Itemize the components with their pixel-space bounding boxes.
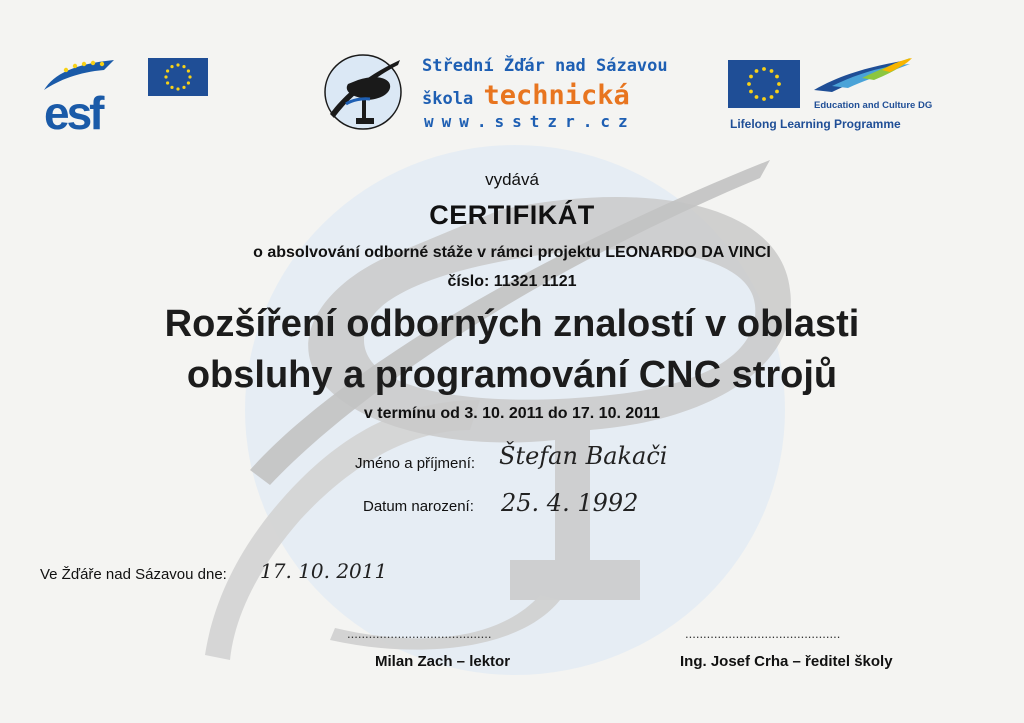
certificate-number: číslo: 11321 1121 [447, 273, 577, 290]
eu-flag-icon [728, 60, 800, 108]
dob-value: 25. 4. 1992 [501, 489, 639, 517]
place-date-label: Ve Žďáře nad Sázavou dne: [40, 566, 227, 583]
course-title-line1: Rozšíření odborných znalostí v oblasti [164, 303, 860, 345]
esf-logo [44, 56, 214, 139]
school-name-line2 [422, 80, 630, 111]
signature-name-director: Ing. Josef Crha – ředitel školy [680, 653, 893, 670]
signature-line-director: ........................................... [685, 626, 841, 641]
llp-swoosh-icon [812, 56, 912, 96]
name-value: Štefan Bakači [499, 442, 668, 470]
school-name-accent: technická [483, 80, 630, 111]
eu-flag-icon [148, 58, 208, 96]
lifelong-learning-logo [728, 56, 968, 136]
issued-label: vydává [485, 170, 539, 189]
esf-stars-icon [44, 56, 114, 90]
school-name-line1: Střední Žďár nad Sázavou [422, 56, 668, 76]
lifelong-learning-programme: Lifelong Learning Programme [730, 117, 901, 131]
certificate-subtitle: o absolvování odborné stáže v rámci projektu LEONARDO DA VINCI [253, 244, 771, 261]
dob-label: Datum narození: [363, 498, 474, 515]
signature-name-lector: Milan Zach – lektor [375, 653, 511, 670]
esf-logo-text: esf [44, 87, 102, 139]
school-url: www.sstzr.cz [424, 112, 636, 131]
education-culture-dg: Education and Culture DG [814, 100, 933, 111]
place-date-value: 17. 10. 2011 [260, 559, 388, 583]
school-name-prefix: škola [422, 89, 474, 109]
certificate-title: CERTIFIKÁT [429, 200, 595, 230]
school-logo [318, 52, 668, 138]
course-title-line2: obsluhy a programování CNC strojů [186, 354, 838, 396]
signature-line-lector: ........................................ [347, 626, 492, 641]
name-label: Jméno a příjmení: [355, 455, 476, 472]
course-term: v termínu od 3. 10. 2011 do 17. 10. 2011 [363, 405, 661, 422]
school-emblem-icon [318, 52, 408, 132]
